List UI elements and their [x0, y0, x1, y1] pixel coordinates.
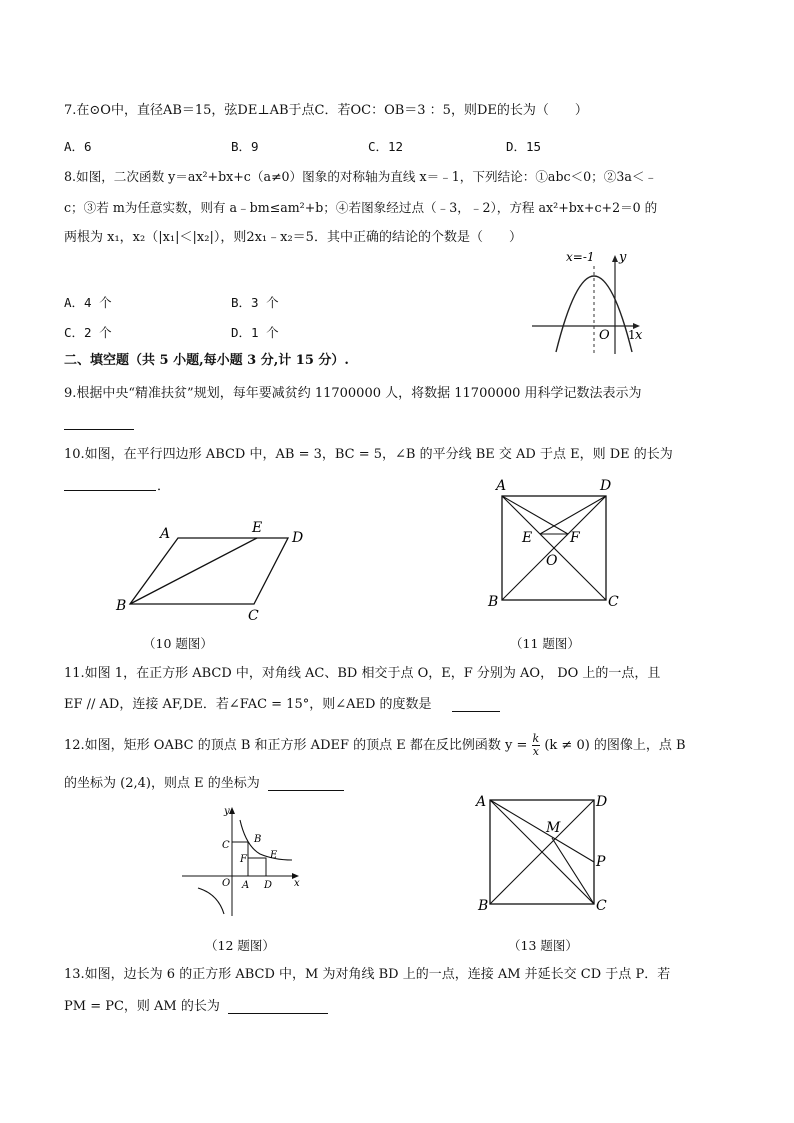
- q12-fraction: [532, 733, 541, 758]
- q7-option-a: A．6: [64, 139, 92, 154]
- label-f: F: [240, 854, 247, 865]
- q7-option-d: D．15: [506, 139, 542, 154]
- label-e: E: [252, 520, 263, 536]
- q7-option-c: C．12: [368, 139, 404, 154]
- label-p: P: [596, 854, 606, 870]
- q11-line2: EF // AD，连接 AF,DE．若∠FAC = 15°，则∠AED 的度数是: [64, 697, 432, 712]
- q8-option-d: D．1 个: [231, 325, 279, 340]
- label-e: E: [270, 850, 278, 861]
- label-a: A: [160, 526, 171, 542]
- label-d: D: [596, 794, 608, 810]
- q8-line3: 两根为 x₁，x₂（|x₁|＜|x₂|），则2x₁﹣x₂＝5．其中正确的结论的个数是（ ）: [64, 230, 522, 245]
- q11-caption: （11 题图）: [510, 636, 580, 651]
- q12-answer-blank[interactable]: [268, 776, 344, 791]
- graph-origin-label: O: [599, 328, 610, 343]
- q9-answer-blank[interactable]: [64, 415, 134, 430]
- label-c: C: [596, 898, 607, 914]
- q10-end-mark: ．: [157, 479, 171, 494]
- q12-line1-end: (k ≠ 0) 的图像上，点 B: [544, 738, 686, 753]
- q12-line1-start: 12.如图，矩形 OABC 的顶点 B 和正方形 ADEF 的顶点 E 都在反比例函数 y =: [64, 738, 528, 753]
- q13-line2: PM = PC，则 AM 的长为: [64, 999, 220, 1014]
- graph-x-label: x: [635, 328, 643, 343]
- label-b: B: [254, 834, 262, 845]
- q8-option-c: C．2 个: [64, 325, 112, 340]
- q8-line2: c；③若 m为任意实数，则有 a﹣bm≤am²+b；④若图象经过点（﹣3，﹣2），方程 ax²+bx+c+2＝0 的: [64, 200, 658, 215]
- label-d: D: [292, 530, 304, 546]
- square-adef: [248, 858, 266, 876]
- q13-line1: 13.如图，边长为 6 的正方形 ABCD 中，M 为对角线 BD 上的一点，连接 AM 并延长交 CD 于点 P．若: [64, 967, 671, 982]
- label-e: E: [522, 530, 533, 546]
- graph-y-arrow: [612, 255, 618, 262]
- q12-coordinate-figure: [176, 802, 306, 922]
- label-a: A: [242, 880, 250, 891]
- graph-y-arrow: [229, 807, 235, 814]
- label-a: A: [476, 794, 487, 810]
- label-y: y: [224, 806, 230, 817]
- q12-line1: [64, 733, 686, 758]
- parallelogram-abcd: [130, 538, 288, 604]
- label-c: C: [222, 840, 230, 851]
- label-c: C: [248, 608, 259, 624]
- q10-stem: 10.如图，在平行四边形 ABCD 中，AB = 3，BC = 5，∠B 的平分线 BE 交 AD 于点 E，则 DE 的长为: [64, 447, 673, 462]
- label-b: B: [478, 898, 489, 914]
- segment-mc: [552, 838, 594, 904]
- label-d: D: [264, 880, 273, 891]
- label-d: D: [600, 478, 612, 494]
- q12-frac-den: x: [532, 745, 539, 758]
- q13-caption: （13 题图）: [508, 938, 578, 953]
- label-c: C: [608, 594, 619, 610]
- q11-answer-blank[interactable]: [452, 697, 500, 712]
- label-b: B: [488, 594, 499, 610]
- graph-tick-label: 1: [628, 328, 636, 342]
- label-b: B: [116, 598, 127, 614]
- q8-parabola-graph: [528, 246, 652, 358]
- q8-line1: 8.如图，二次函数 y＝ax²+bx+c（a≠0）图象的对称轴为直线 x＝﹣1，下列结论：①abc＜0；②3a＜﹣: [64, 169, 658, 184]
- q8-option-a: A．4 个: [64, 295, 112, 310]
- q13-square-figure: [470, 786, 620, 916]
- q8-option-b: B．3 个: [231, 295, 279, 310]
- label-f: F: [570, 530, 580, 546]
- label-m: M: [546, 820, 561, 836]
- q11-square-figure: [486, 476, 626, 616]
- bisector-be: [130, 538, 257, 604]
- label-x: x: [294, 878, 300, 889]
- graph-symmetry-label: x=-1: [566, 250, 595, 264]
- q9-stem: 9.根据中央“精准扶贫”规划，每年要减贫约 11700000 人，将数据 11700000 用科学记数法表示为: [64, 386, 642, 401]
- q12-line2: 的坐标为 (2,4)，则点 E 的坐标为: [64, 776, 260, 791]
- q7-stem: 7.在⊙O中，直径AB＝15，弦DE⊥AB于点C．若OC：OB＝3 ：5，则DE的长为（ ）: [64, 103, 588, 118]
- section2-heading: 二、填空题（共 5 小题,每小题 3 分,计 15 分）.: [64, 353, 349, 368]
- q12-caption: （12 题图）: [205, 938, 275, 953]
- label-a: A: [496, 478, 507, 494]
- q13-answer-blank[interactable]: [228, 999, 328, 1014]
- label-o: O: [222, 878, 231, 889]
- q7-option-b: B．9: [231, 139, 259, 154]
- q10-parallelogram-figure: [110, 512, 320, 628]
- q10-caption: （10 题图）: [143, 636, 213, 651]
- graph-y-label: y: [619, 250, 627, 265]
- q11-line1: 11.如图 1，在正方形 ABCD 中，对角线 AC、BD 相交于点 O，E，F 分别为 AO， DO 上的一点，且: [64, 666, 661, 681]
- hyperbola-branch-2: [198, 888, 224, 914]
- q12-frac-num: k: [532, 732, 540, 745]
- label-o: O: [546, 553, 558, 569]
- q10-answer-blank[interactable]: [64, 476, 156, 491]
